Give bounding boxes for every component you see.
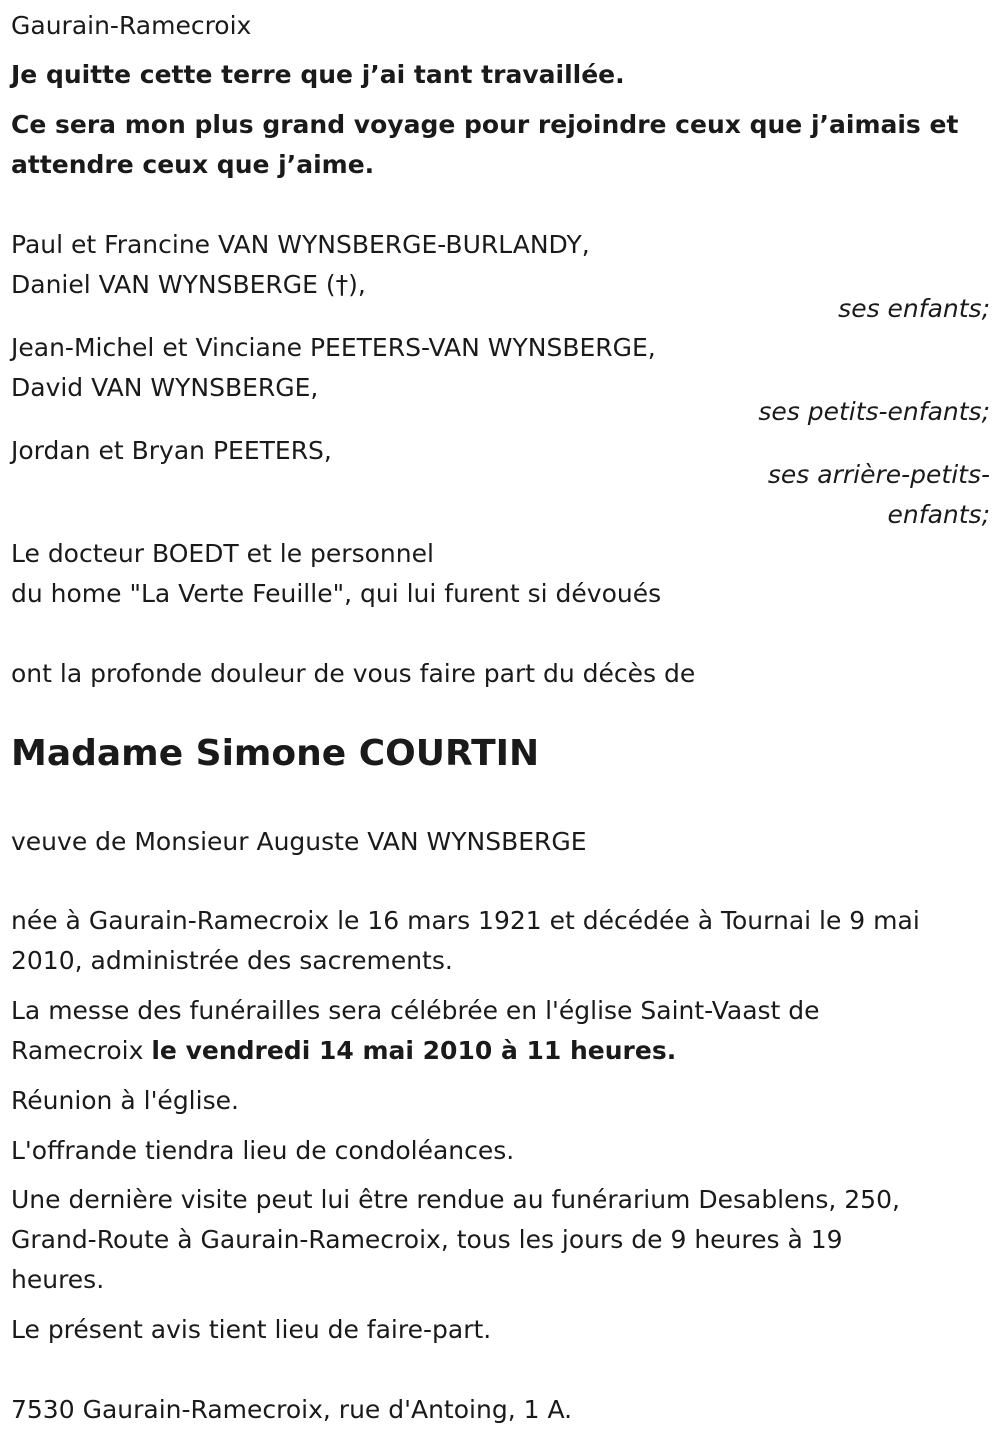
epitaph-line-1: Je quitte cette terre que j’ai tant travaillée. [11, 60, 625, 89]
widow-of: veuve de Monsieur Auguste VAN WYNSBERGE [11, 827, 587, 856]
location-header: Gaurain-Ramecroix [11, 11, 252, 40]
meeting-info: Réunion à l'église. [11, 1086, 239, 1115]
visit-line-2: Grand-Route à Gaurain-Ramecroix, tous les jours de 9 heures à 19 [11, 1225, 843, 1254]
mass-line-2-prefix: Ramecroix [11, 1036, 144, 1065]
grandchild-name: Jean-Michel et Vinciane PEETERS-VAN WYNSBERGE, [11, 333, 656, 362]
funeral-date-time: le vendredi 14 mai 2010 à 11 heures. [151, 1036, 677, 1065]
offering-info: L'offrande tiendra lieu de condoléances. [11, 1136, 515, 1165]
address: 7530 Gaurain-Ramecroix, rue d'Antoing, 1 A. [11, 1395, 573, 1424]
grandchild-name: David VAN WYNSBERGE, [11, 373, 319, 402]
children-role: ses enfants; [838, 294, 990, 323]
child-name: Daniel VAN WYNSBERGE (†), [11, 270, 366, 299]
great-grandchildren-role-line-1: ses arrière-petits- [767, 460, 990, 489]
staff-line-1: Le docteur BOEDT et le personnel [11, 539, 434, 568]
great-grandchildren-role-line-2: enfants; [887, 500, 990, 529]
grandchildren-role: ses petits-enfants; [758, 397, 990, 426]
mass-line-2 [11, 1031, 676, 1071]
announcement: ont la profonde douleur de vous faire part du décès de [11, 659, 696, 688]
staff-line-2: du home "La Verte Feuille", qui lui furent si dévoués [11, 579, 662, 608]
epitaph-line-2a: Ce sera mon plus grand voyage pour rejoindre ceux que j’aimais et [11, 110, 959, 139]
epitaph-line-2b: attendre ceux que j’aime. [11, 150, 375, 179]
mass-line-1: La messe des funérailles sera célébrée en l'église Saint-Vaast de [11, 996, 820, 1025]
visit-line-1: Une dernière visite peut lui être rendue au funérarium Desablens, 250, [11, 1185, 900, 1214]
birth-death-line-2: 2010, administrée des sacrements. [11, 946, 453, 975]
great-grandchild-name: Jordan et Bryan PEETERS, [11, 436, 332, 465]
visit-line-3: heures. [11, 1265, 105, 1294]
child-name: Paul et Francine VAN WYNSBERGE-BURLANDY, [11, 230, 590, 259]
deceased-name: Madame Simone COURTIN [11, 733, 540, 774]
notice-info: Le présent avis tient lieu de faire-part. [11, 1315, 492, 1344]
birth-death-line-1: née à Gaurain-Ramecroix le 16 mars 1921 et décédée à Tournai le 9 mai [11, 906, 920, 935]
